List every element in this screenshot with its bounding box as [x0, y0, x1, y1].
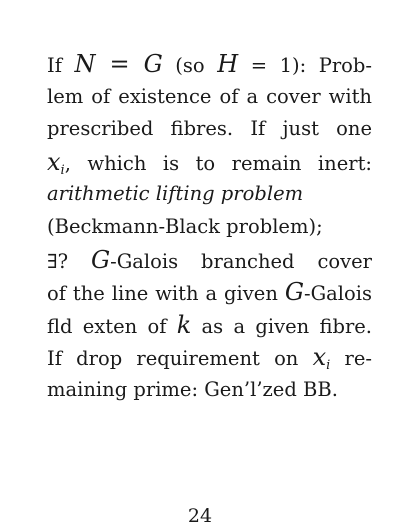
math-symbol-G: G — [90, 245, 111, 274]
emphasis-term: arithmetic lifting problem — [47, 182, 304, 206]
math-symbol-H: H — [217, 50, 239, 78]
text-segment: (so — [162, 54, 218, 77]
text-segment: = 1): Prob- — [238, 54, 372, 77]
text-segment: -Galois branched cover — [110, 249, 372, 273]
text-segment: maining prime: Gen’l’zed BB. — [47, 377, 338, 401]
text-segment: (Beckmann-Black problem); — [47, 214, 323, 238]
text-segment: as a given fibre. — [191, 314, 373, 338]
text-line-1 — [47, 48, 372, 81]
math-symbol-G: G — [143, 50, 163, 78]
text-line-8 — [47, 276, 372, 309]
text-line-4 — [47, 146, 372, 179]
text-segment: prescribed fibres. If just one — [47, 117, 372, 141]
text-line-10 — [47, 341, 372, 374]
text-segment: If drop requirement on — [47, 347, 313, 371]
math-symbol-x: x — [312, 343, 327, 372]
slide-body — [47, 48, 372, 407]
math-symbol-G: G — [284, 278, 304, 307]
text-line-9 — [47, 309, 372, 342]
math-subscript-i: i — [326, 358, 331, 374]
exists-symbol: ∃? — [47, 249, 91, 273]
page-number: 24 — [187, 505, 213, 527]
text-line-11 — [47, 374, 372, 407]
text-segment: -Galois — [303, 282, 372, 306]
text-line-5 — [47, 178, 372, 211]
math-symbol-k: k — [176, 310, 192, 339]
text-line-6 — [47, 211, 372, 244]
text-segment: If — [47, 54, 75, 77]
text-segment: , which is to remain inert: — [64, 151, 372, 175]
text-segment: re- — [330, 347, 372, 371]
text-segment: ﬂd exten of — [47, 314, 177, 338]
text-segment: of the line with a given — [47, 282, 285, 306]
math-symbol-N: N — [74, 50, 96, 78]
math-symbol-x: x — [47, 147, 61, 176]
math-subscript-i: i — [60, 162, 65, 178]
text-segment: lem of existence of a cover with — [47, 84, 372, 108]
text-line-3 — [47, 113, 372, 146]
math-equals: = — [95, 50, 144, 78]
text-line-7 — [47, 244, 372, 277]
text-line-2 — [47, 81, 372, 114]
